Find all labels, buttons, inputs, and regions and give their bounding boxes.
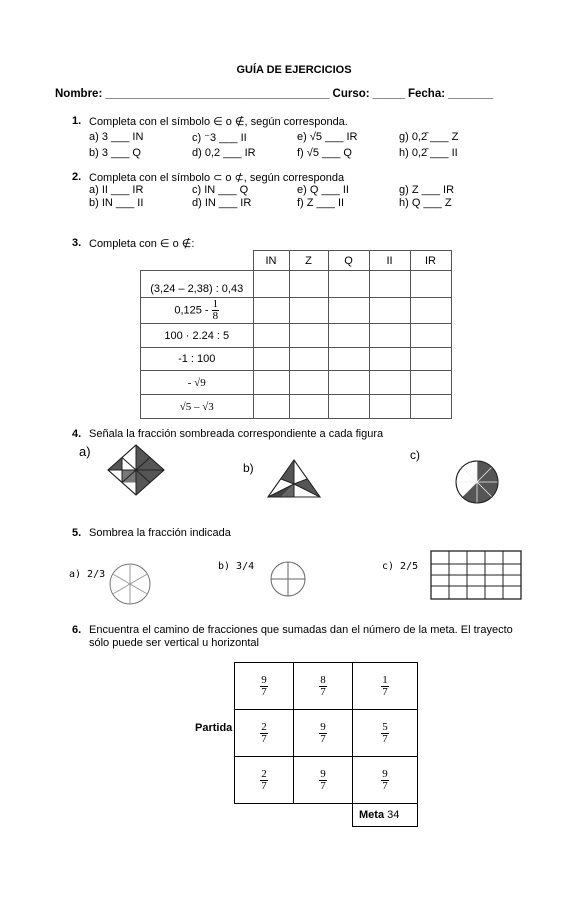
answer-cell[interactable] <box>253 324 289 348</box>
ex5-prompt: Sombrea la fracción indicada <box>89 527 231 539</box>
answer-cell[interactable] <box>289 298 328 324</box>
ex2-item: e) Q ___ II <box>297 184 349 196</box>
answer-cell[interactable] <box>289 371 328 395</box>
ex2-item: h) Q ___ Z <box>399 197 452 209</box>
answer-cell[interactable] <box>369 395 410 419</box>
answer-cell[interactable] <box>369 298 410 324</box>
fraction: $\frac{9}{7}$ <box>320 721 326 745</box>
answer-cell[interactable] <box>328 348 369 371</box>
row-label: (3,24 – 2,38) : 0,43 <box>141 271 254 298</box>
maze-cell[interactable] <box>353 710 418 757</box>
page-title: GUÍA DE EJERCICIOS <box>236 64 352 76</box>
ex4-label-a: a) <box>79 444 91 459</box>
diamond-figure <box>107 444 165 496</box>
curso-blank: _____ <box>372 88 405 100</box>
meta-value: 34 <box>387 809 400 821</box>
maze-cell[interactable] <box>235 663 294 710</box>
col-header: II <box>369 251 410 271</box>
ex6-number: 6. <box>72 624 82 636</box>
ex2-prompt: Completa con el símbolo ⊂ o ⊄, según corresponda <box>89 172 345 184</box>
row-label: 0,125 - $\frac{1}{8}$ <box>141 298 254 324</box>
answer-cell[interactable] <box>410 298 451 324</box>
answer-cell[interactable] <box>410 348 451 371</box>
answer-cell[interactable] <box>253 348 289 371</box>
fraction: $\frac{8}{7}$ <box>320 674 326 698</box>
ex2-item: a) II ___ IR <box>89 184 144 196</box>
answer-cell[interactable] <box>289 271 328 298</box>
row-label: √5 – √3 <box>141 395 254 419</box>
fraction: $\frac{9}{7}$ <box>261 674 267 698</box>
answer-cell[interactable] <box>369 271 410 298</box>
ex1-item: f) √5 ___ Q <box>297 147 352 159</box>
answer-cell[interactable] <box>328 371 369 395</box>
ex2-item: f) Z ___ II <box>297 197 345 209</box>
answer-cell[interactable] <box>328 271 369 298</box>
ex1-item: e) √5 ___ IR <box>297 131 358 143</box>
ex1-item: d) 0,2 ___ IR <box>192 147 256 159</box>
answer-cell[interactable] <box>410 324 451 348</box>
ex5-item-b: b) 3/4 <box>218 561 255 572</box>
answer-cell[interactable] <box>253 395 289 419</box>
ex1-item: a) 3 ___ IN <box>89 131 144 143</box>
fraction: $\frac{5}{7}$ <box>382 721 388 745</box>
maze-cell[interactable] <box>353 663 418 710</box>
answer-cell[interactable] <box>289 348 328 371</box>
answer-cell[interactable] <box>328 298 369 324</box>
maze-cell[interactable] <box>294 663 353 710</box>
row-label: 100 · 2.24 : 5 <box>141 324 254 348</box>
col-header: IN <box>253 251 289 271</box>
triangle-figure <box>267 459 321 499</box>
fraction: $\frac{9}{7}$ <box>320 768 326 792</box>
fecha-blank: _______ <box>448 88 494 100</box>
maze-cell[interactable] <box>353 757 418 804</box>
ex3-number: 3. <box>72 237 82 249</box>
ex1-item: h) 0,2̄ ___ II <box>399 147 458 159</box>
answer-cell[interactable] <box>328 324 369 348</box>
ex1-prompt: Completa con el símbolo ∈ o ∉, según corresponda. <box>89 116 348 128</box>
ex3-prompt: Completa con ∈ o ∉: <box>89 238 195 250</box>
ex2-item: b) IN ___ II <box>89 197 144 209</box>
answer-cell[interactable] <box>410 371 451 395</box>
circle-sixths-figure[interactable] <box>108 562 152 606</box>
fecha-label: Fecha: <box>404 88 449 100</box>
ex1-item: b) 3 ___ Q <box>89 147 141 159</box>
meta-label: Meta <box>359 809 385 821</box>
answer-cell[interactable] <box>369 348 410 371</box>
col-header: Z <box>289 251 328 271</box>
ex2-number: 2. <box>72 171 82 183</box>
answer-cell[interactable] <box>369 371 410 395</box>
maze-cell[interactable] <box>235 710 294 757</box>
ex4-number: 4. <box>72 428 82 440</box>
ex1-item: g) 0,2̄ ___ Z <box>399 131 459 143</box>
fraction-maze <box>234 662 418 827</box>
header-line <box>55 88 493 100</box>
answer-cell[interactable] <box>253 371 289 395</box>
nombre-label: Nombre: <box>55 88 106 100</box>
rectangle-grid-figure[interactable] <box>430 550 522 600</box>
answer-cell[interactable] <box>289 324 328 348</box>
fraction: $\frac{2}{7}$ <box>261 721 267 745</box>
fraction: $\frac{1}{8}$ <box>212 298 219 322</box>
ex3-table <box>140 250 452 419</box>
answer-cell[interactable] <box>410 395 451 419</box>
answer-cell[interactable] <box>289 395 328 419</box>
ex2-item: c) IN ___ Q <box>192 184 249 196</box>
nombre-blank: ___________________________________ <box>105 88 330 100</box>
maze-cell[interactable] <box>235 757 294 804</box>
answer-cell[interactable] <box>410 271 451 298</box>
ex5-number: 5. <box>72 527 82 539</box>
ex4-label-c: c) <box>410 448 420 462</box>
row-label: - √9 <box>141 371 254 395</box>
maze-cell[interactable] <box>294 710 353 757</box>
partida-label: Partida <box>195 722 233 734</box>
circle-quarters-figure[interactable] <box>269 560 307 598</box>
ex2-item: d) IN ___ IR <box>192 197 252 209</box>
ex2-item: g) Z ___ IR <box>399 184 455 196</box>
maze-cell[interactable] <box>294 757 353 804</box>
answer-cell[interactable] <box>328 395 369 419</box>
ex4-label-b: b) <box>243 461 254 475</box>
fraction: $\frac{2}{7}$ <box>261 768 267 792</box>
ex1-number: 1. <box>72 115 82 127</box>
ex5-item-a: a) 2/3 <box>69 569 106 580</box>
col-header: IR <box>410 251 451 271</box>
circle-sectors-figure <box>454 459 500 505</box>
col-header: Q <box>328 251 369 271</box>
curso-label: Curso: <box>329 88 373 100</box>
answer-cell[interactable] <box>253 298 289 324</box>
meta-cell <box>353 804 418 827</box>
ex6-prompt-line2: sólo puede ser vertical u horizontal <box>89 637 259 649</box>
fraction: $\frac{9}{7}$ <box>382 768 388 792</box>
answer-cell[interactable] <box>369 324 410 348</box>
ex5-item-c: c) 2/5 <box>382 561 419 572</box>
ex6-prompt-line1: Encuentra el camino de fracciones que sumadas dan el número de la meta. El trayecto <box>89 624 513 636</box>
ex4-prompt: Señala la fracción sombreada correspondiente a cada figura <box>89 428 384 440</box>
answer-cell[interactable] <box>253 271 289 298</box>
fraction: $\frac{1}{7}$ <box>382 674 388 698</box>
ex1-item: c) ⁻3 ___ II <box>192 132 247 144</box>
row-label: -1 : 100 <box>141 348 254 371</box>
